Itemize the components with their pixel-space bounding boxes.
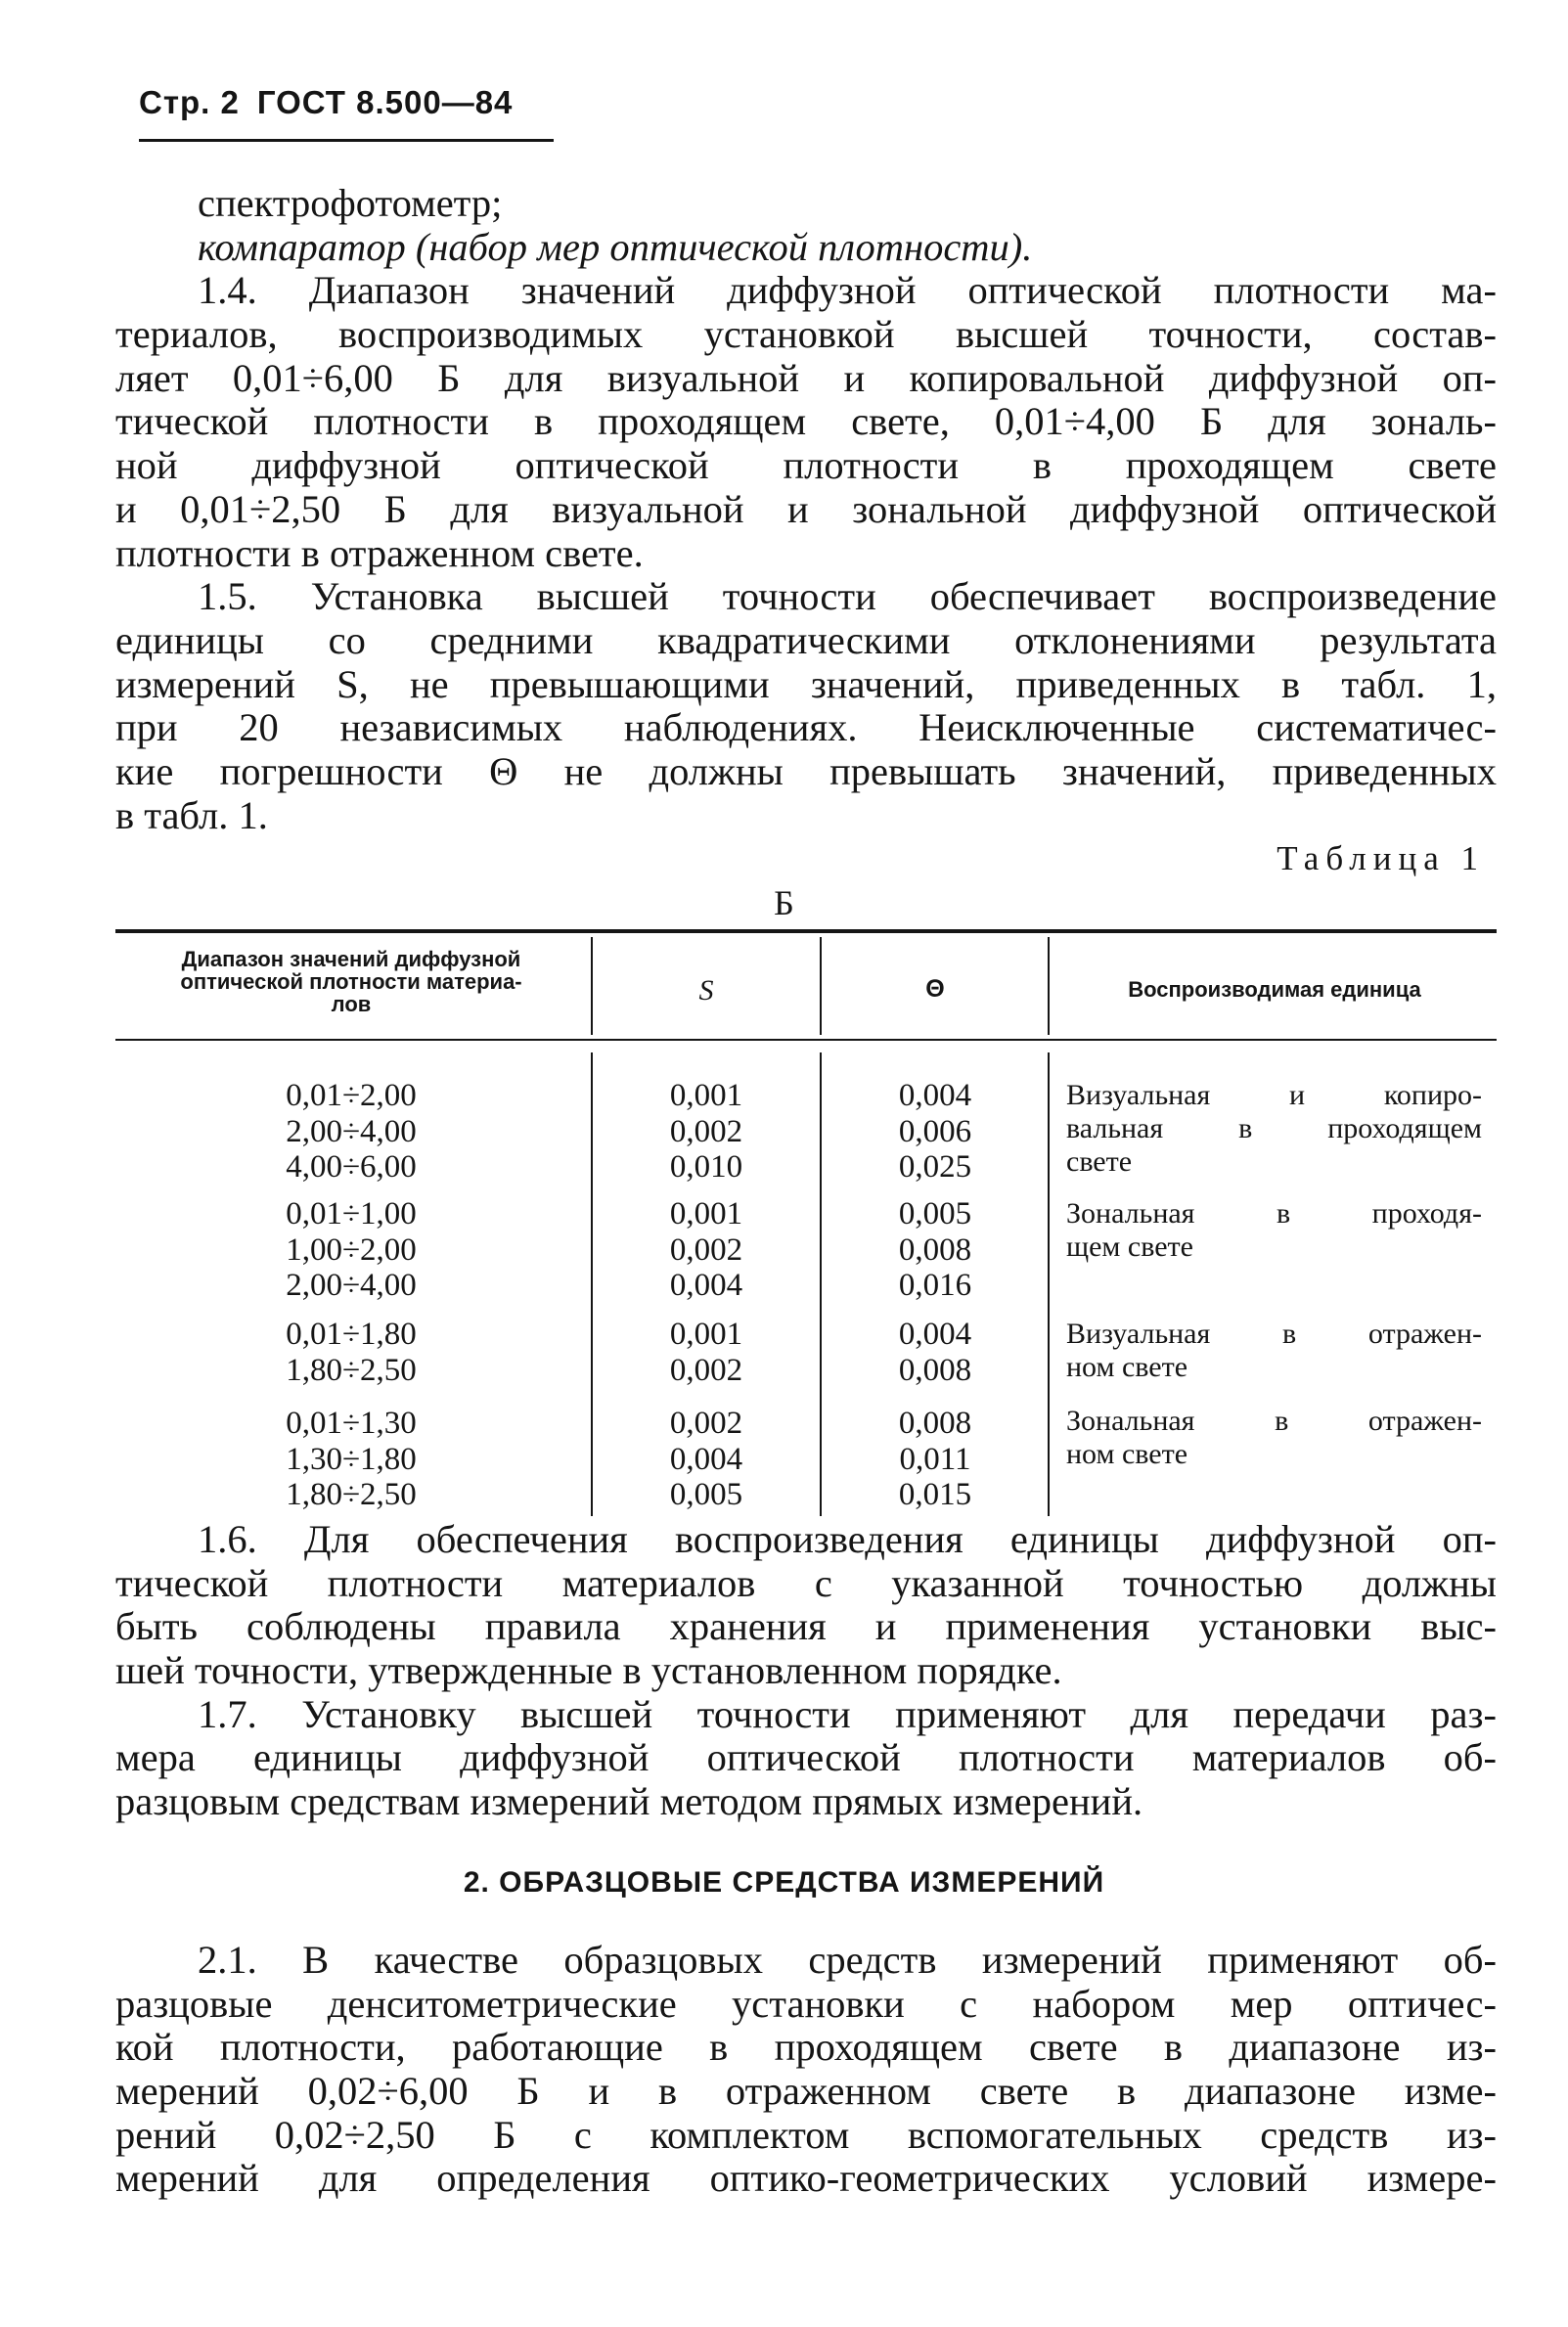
text-line: компаратор (набор мер оптической плотности). [198,224,1033,269]
text-line: 1.5. Установка высшей точности обеспечивает воспроизведение [198,574,1497,619]
text-line: быть соблюдены правила хранения и применения установки выс- [115,1604,1497,1649]
table-cell-theta: 0,005 0,008 0,016 [898,1196,972,1303]
text-block-2 [115,1518,1497,1824]
text-line: тической плотности материалов с указанной точностью должны [115,1560,1497,1605]
text-line: мерений 0,02÷6,00 Б и в отраженном свете в диапазоне изме- [115,2069,1497,2114]
text-line: шей точности, утвержденные в установленном порядке. [115,1648,1062,1693]
text-line: при 20 независимых наблюдениях. Неисключенные систематичес- [115,705,1497,750]
text-line: кие погрешности Θ не должны превышать значений, приведенных [115,748,1497,793]
text-line: разцовым средствам измерений методом прямых измерений. [115,1779,1143,1824]
text-line: 1.4. Диапазон значений диффузной оптической плотности ма- [198,268,1497,313]
table-cell-theta: 0,004 0,006 0,025 [898,1078,972,1185]
table-cell-s: 0,001 0,002 0,010 [669,1078,743,1185]
text-line: единицы со средними квадратическими отклонениями результата [115,617,1497,662]
text-line: рений 0,02÷2,50 Б с комплектом вспомогательных средств из- [115,2112,1497,2157]
text-line: 1.7. Установку высшей точности применяют для передачи раз- [198,1691,1497,1736]
table-cell-ranges: 0,01÷1,30 1,30÷1,80 1,80÷2,50 [286,1406,417,1512]
table-cell-unit: Визуальная в отражен- ном свете [1066,1318,1482,1383]
table-cell-s: 0,001 0,002 [669,1317,743,1388]
column-header-range: Диапазон значений диффузной оптической плотности материа- лов [180,947,522,1016]
table-cell-unit: Зональная в отражен- ном свете [1066,1405,1482,1470]
table-cell-unit: Визуальная и копиро- вальная в проходящем свете [1066,1079,1482,1178]
table-divider [820,937,822,1035]
header-rule [139,139,554,142]
table-divider [820,1052,822,1516]
table-caption: Таблица 1 [1277,839,1485,877]
table-cell-s: 0,002 0,004 0,005 [669,1406,743,1512]
page-header [139,84,513,121]
table-cell-ranges: 0,01÷2,00 2,00÷4,00 4,00÷6,00 [286,1078,417,1185]
text-line: териалов, воспроизводимых установкой высшей точности, состав- [115,312,1497,357]
table-cell-s: 0,001 0,002 0,004 [669,1196,743,1303]
text-line: ляет 0,01÷6,00 Б для визуальной и копировальной диффузной оп- [115,355,1497,400]
text-line: измерений S, не превышающими значений, приведенных в табл. 1, [115,661,1497,706]
text-line: кой плотности, работающие в проходящем свете в диапазоне из- [115,2025,1497,2070]
text-line: плотности в отраженном свете. [115,530,644,575]
table-divider [591,937,593,1035]
text-line: 1.6. Для обеспечения воспроизведения единицы диффузной оп- [198,1517,1497,1561]
column-header-s: S [698,974,714,1007]
table-divider [1048,1052,1050,1516]
table-divider [1048,937,1050,1035]
text-line: мера единицы диффузной оптической плотности материалов об- [115,1735,1497,1780]
table-cell-ranges: 0,01÷1,00 1,00÷2,00 2,00÷4,00 [286,1196,417,1303]
text-line: ной диффузной оптической плотности в проходящем свете [115,443,1497,488]
text-line: и 0,01÷2,50 Б для визуальной и зональной диффузной оптической [115,486,1497,531]
table-divider [591,1052,593,1516]
text-line: 2.1. В качестве образцовых средств измерений применяют об- [198,1938,1497,1982]
table-cell-unit: Зональная в проходя- щем свете [1066,1197,1482,1263]
table-top-rule [115,929,1497,933]
column-header-unit: Воспроизводимая единица [1128,977,1421,1002]
table-cell-ranges: 0,01÷1,80 1,80÷2,50 [286,1317,417,1388]
text-line: разцовые денситометрические установки с набором мер оптичес- [115,1981,1497,2026]
standard-number: ГОСТ 8.500—84 [256,84,514,120]
text-block-1 [115,182,1497,837]
text-line: мерений для определения оптико-геометрических условий измере- [115,2156,1497,2201]
page-label: Стр. 2 [139,84,240,120]
text-line: в табл. 1. [115,792,268,837]
text-line: тической плотности в проходящем свете, 0,01÷4,00 Б для зональ- [115,399,1497,444]
section-title: 2. ОБРАЗЦОВЫЕ СРЕДСТВА ИЗМЕРЕНИЙ [463,1866,1105,1899]
column-header-theta: Θ [925,975,945,1003]
text-block-3 [115,1939,1497,2201]
table-header-rule [115,1039,1497,1041]
table-cell-theta: 0,004 0,008 [898,1317,972,1388]
table-unit: Б [774,883,794,922]
text-line: спектрофотометр; [198,181,503,225]
table-cell-theta: 0,008 0,011 0,015 [898,1406,972,1512]
